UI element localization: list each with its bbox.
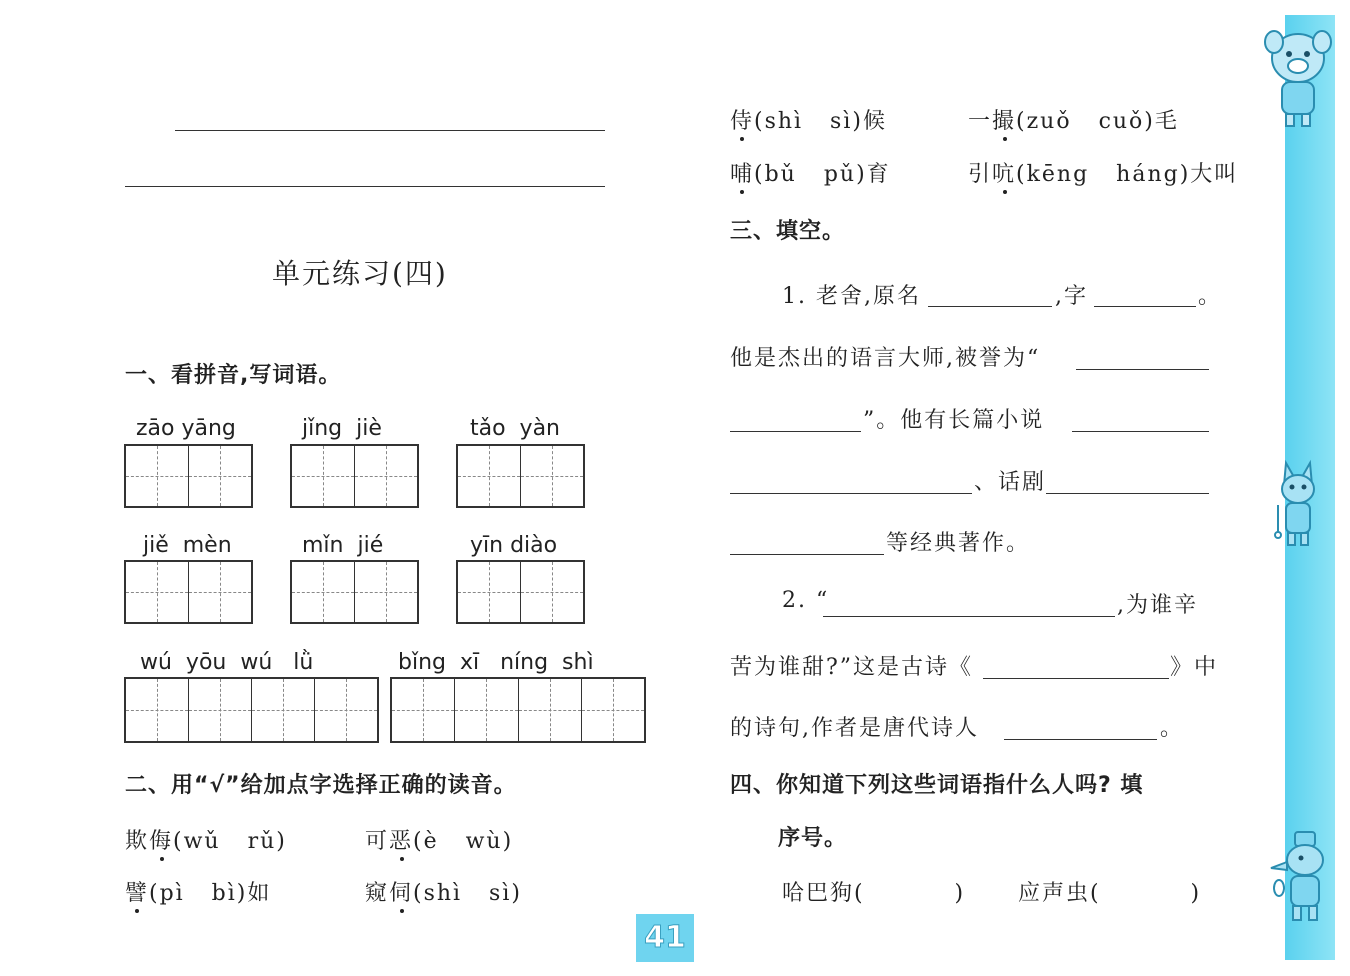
fill-text: ,字 (1055, 284, 1088, 309)
reading-choice[interactable]: 哺(bǔ pǔ)育 (730, 162, 891, 187)
fill-text: 等经典著作。 (886, 531, 1031, 556)
answer-blank[interactable] (730, 493, 972, 494)
fill-text: 苦为谁甜?”这是古诗《 (730, 655, 974, 680)
pinyin-label: jiě mèn (143, 533, 232, 558)
answer-blank[interactable] (1004, 739, 1157, 740)
emphasis-dot (400, 909, 404, 913)
answer-blank[interactable] (1094, 306, 1196, 307)
fill-text: ”。他有长篇小说 (863, 408, 1045, 433)
fill-text: 2. “ (782, 588, 830, 613)
fill-text: 的诗句,作者是唐代诗人 (730, 716, 979, 741)
fill-text: 。 (1198, 284, 1223, 309)
reading-choice[interactable]: 一撮(zuǒ cuǒ)毛 (968, 109, 1179, 134)
page-number: 41 (644, 920, 686, 955)
fill-text: 。 (1160, 716, 1185, 741)
char-grid[interactable] (390, 677, 646, 743)
term-item[interactable]: 哈巴狗( ) (782, 881, 966, 906)
emphasis-dot (1003, 190, 1007, 194)
pinyin-label: zāo yāng (136, 416, 236, 441)
answer-blank[interactable] (823, 616, 1115, 617)
emphasis-dot (160, 857, 164, 861)
answer-blank[interactable] (730, 431, 861, 432)
char-grid[interactable] (124, 677, 379, 743)
pinyin-label: jǐng jiè (302, 416, 382, 441)
page-title: 单元练习(四) (272, 257, 448, 290)
reading-choice[interactable]: 可恶(è wù) (365, 829, 514, 854)
reading-choice[interactable]: 侍(shì sì)候 (730, 109, 887, 134)
fill-text: 、话剧 (974, 470, 1047, 495)
fill-text: 1. 老舍,原名 (782, 284, 921, 309)
blank-line[interactable] (125, 186, 605, 187)
reading-choice[interactable]: 欺侮(wǔ rǔ) (125, 829, 287, 854)
reading-choice[interactable]: 譬(pì bì)如 (125, 881, 272, 906)
answer-blank[interactable] (928, 306, 1052, 307)
pinyin-label: wú yōu wú lǜ (140, 650, 314, 675)
fox-mascot-icon (1265, 828, 1335, 928)
emphasis-dot (400, 857, 404, 861)
emphasis-dot (740, 137, 744, 141)
blank-line[interactable] (175, 130, 605, 131)
fill-text: ,为谁辛 (1117, 593, 1198, 618)
reading-choice[interactable]: 引吭(kēng háng)大叫 (968, 162, 1239, 187)
section3-heading: 三、填空。 (730, 219, 846, 244)
char-grid[interactable] (124, 444, 253, 508)
wolf-mascot-icon (1268, 455, 1328, 550)
char-grid[interactable] (456, 560, 585, 624)
answer-blank[interactable] (1046, 493, 1209, 494)
pig-mascot-icon (1258, 20, 1338, 130)
char-grid[interactable] (456, 444, 585, 508)
answer-blank[interactable] (1076, 369, 1209, 370)
pinyin-label: tǎo yàn (470, 416, 560, 441)
char-grid[interactable] (124, 560, 253, 624)
char-grid[interactable] (290, 560, 419, 624)
section4-heading: 四、你知道下列这些词语指什么人吗? 填 (730, 773, 1144, 798)
emphasis-dot (1003, 137, 1007, 141)
term-item[interactable]: 应声虫( ) (1018, 881, 1202, 906)
section1-heading: 一、看拼音,写词语。 (125, 363, 342, 388)
pinyin-label: yīn diào (470, 533, 558, 558)
pinyin-label: bǐng xī níng shì (398, 650, 594, 675)
fill-text: 他是杰出的语言大师,被誉为“ (730, 346, 1041, 371)
emphasis-dot (740, 190, 744, 194)
fill-text: 》中 (1170, 655, 1219, 680)
section2-heading: 二、用“√”给加点字选择正确的读音。 (125, 773, 517, 798)
answer-blank[interactable] (983, 678, 1169, 679)
reading-choice[interactable]: 窥伺(shì sì) (365, 881, 522, 906)
char-grid[interactable] (290, 444, 419, 508)
pinyin-label: mǐn jié (302, 533, 384, 558)
emphasis-dot (135, 909, 139, 913)
answer-blank[interactable] (1072, 431, 1209, 432)
section4-heading-continued: 序号。 (778, 826, 848, 851)
answer-blank[interactable] (730, 554, 884, 555)
